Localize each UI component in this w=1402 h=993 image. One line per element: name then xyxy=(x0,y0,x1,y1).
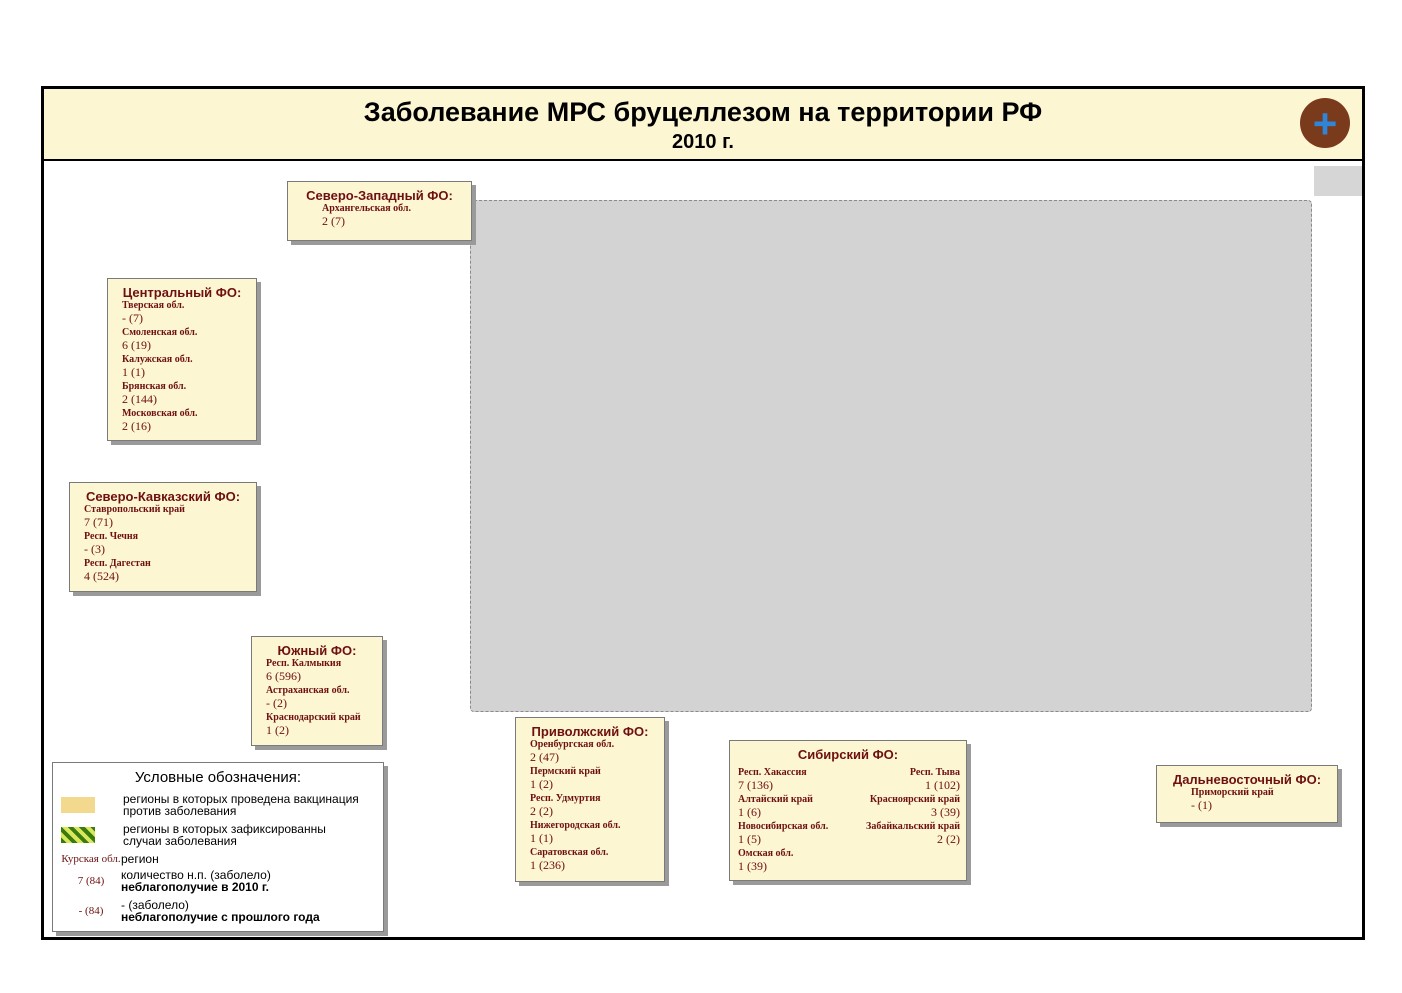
region-item: Респ. Хакассия 7 (136) xyxy=(738,767,807,792)
district-name: Северо-Западный ФО: xyxy=(306,188,453,203)
region-item: Астраханская обл. - (2) xyxy=(266,685,350,710)
district-box-northwest xyxy=(287,181,472,241)
region-item: Респ. Дагестан 4 (524) xyxy=(84,558,151,583)
region-item: Тверская обл. - (7) xyxy=(122,300,185,325)
region-item: Нижегородская обл. 1 (1) xyxy=(530,820,621,845)
district-name: Северо-Кавказский ФО: xyxy=(85,489,241,504)
region-item: Ставропольский край 7 (71) xyxy=(84,504,185,529)
vaccination-swatch xyxy=(61,797,95,813)
region-item: Алтайский край 1 (6) xyxy=(738,794,813,819)
region-item: Брянская обл. 2 (144) xyxy=(122,381,187,406)
legend-row-past: - (84) - (заболело) неблагополучие с прошлого года xyxy=(78,898,320,924)
district-box-northcaucasus xyxy=(69,482,257,592)
district-box-central xyxy=(107,278,257,441)
region-item: Пермский край 1 (2) xyxy=(530,766,601,791)
region-item: Московская обл. 2 (16) xyxy=(122,408,198,433)
region-item: Омская обл. 1 (39) xyxy=(738,848,794,873)
region-item: Респ. Калмыкия 6 (596) xyxy=(266,658,342,683)
legend-row-count: 7 (84) количество н.п. (заболело) неблагополучие в 2010 г. xyxy=(77,868,271,894)
map-subtitle: 2010 г. xyxy=(672,131,734,153)
district-box-siberia xyxy=(729,740,967,881)
region-item: Новосибирская обл. 1 (5) xyxy=(738,821,829,846)
map-placeholder xyxy=(470,200,1312,712)
region-item: Респ. Тыва 1 (102) xyxy=(909,767,960,792)
region-item: Калужская обл. 1 (1) xyxy=(122,354,193,379)
legend-row-cases: регионы в которых зафиксированны случаи заболевания xyxy=(61,823,381,847)
region-item: Забайкальский край 2 (2) xyxy=(866,821,960,846)
district-box-volga xyxy=(515,717,665,882)
emblem-icon xyxy=(1300,98,1350,148)
district-name: Дальневосточный ФО: xyxy=(1172,772,1322,787)
district-box-south xyxy=(251,636,383,746)
legend-title: Условные обозначения: xyxy=(134,769,302,786)
legend-row-vaccination: регионы в которых проведена вакцинация против заболевания xyxy=(61,793,381,817)
region-item: Краснодарский край 1 (2) xyxy=(266,712,361,737)
arcgis-logo-icon xyxy=(1314,166,1362,196)
region-item: Респ. Удмуртия 2 (2) xyxy=(530,793,601,818)
district-name: Сибирский ФО: xyxy=(797,747,899,762)
cases-swatch xyxy=(61,827,95,843)
district-name: Приволжский ФО: xyxy=(531,724,649,739)
legend-row-region: Курская обл.регион xyxy=(61,851,159,866)
legend xyxy=(52,762,384,932)
district-box-fareast xyxy=(1156,765,1338,823)
region-item: Красноярский край 3 (39) xyxy=(869,794,960,819)
district-name: Южный ФО: xyxy=(277,643,357,658)
region-item: Архангельская обл. 2 (7) xyxy=(322,203,411,228)
title-band xyxy=(44,89,1362,161)
region-item: Респ. Чечня - (3) xyxy=(84,531,139,556)
region-item: Саратовская обл. 1 (236) xyxy=(530,847,609,872)
region-item: Смоленская обл. 6 (19) xyxy=(122,327,198,352)
region-item: Оренбургская обл. 2 (47) xyxy=(530,739,615,764)
region-item: Приморский край - (1) xyxy=(1191,787,1274,812)
district-name: Центральный ФО: xyxy=(122,285,242,300)
map-title: Заболевание МРС бруцеллезом на территории РФ xyxy=(363,97,1043,127)
